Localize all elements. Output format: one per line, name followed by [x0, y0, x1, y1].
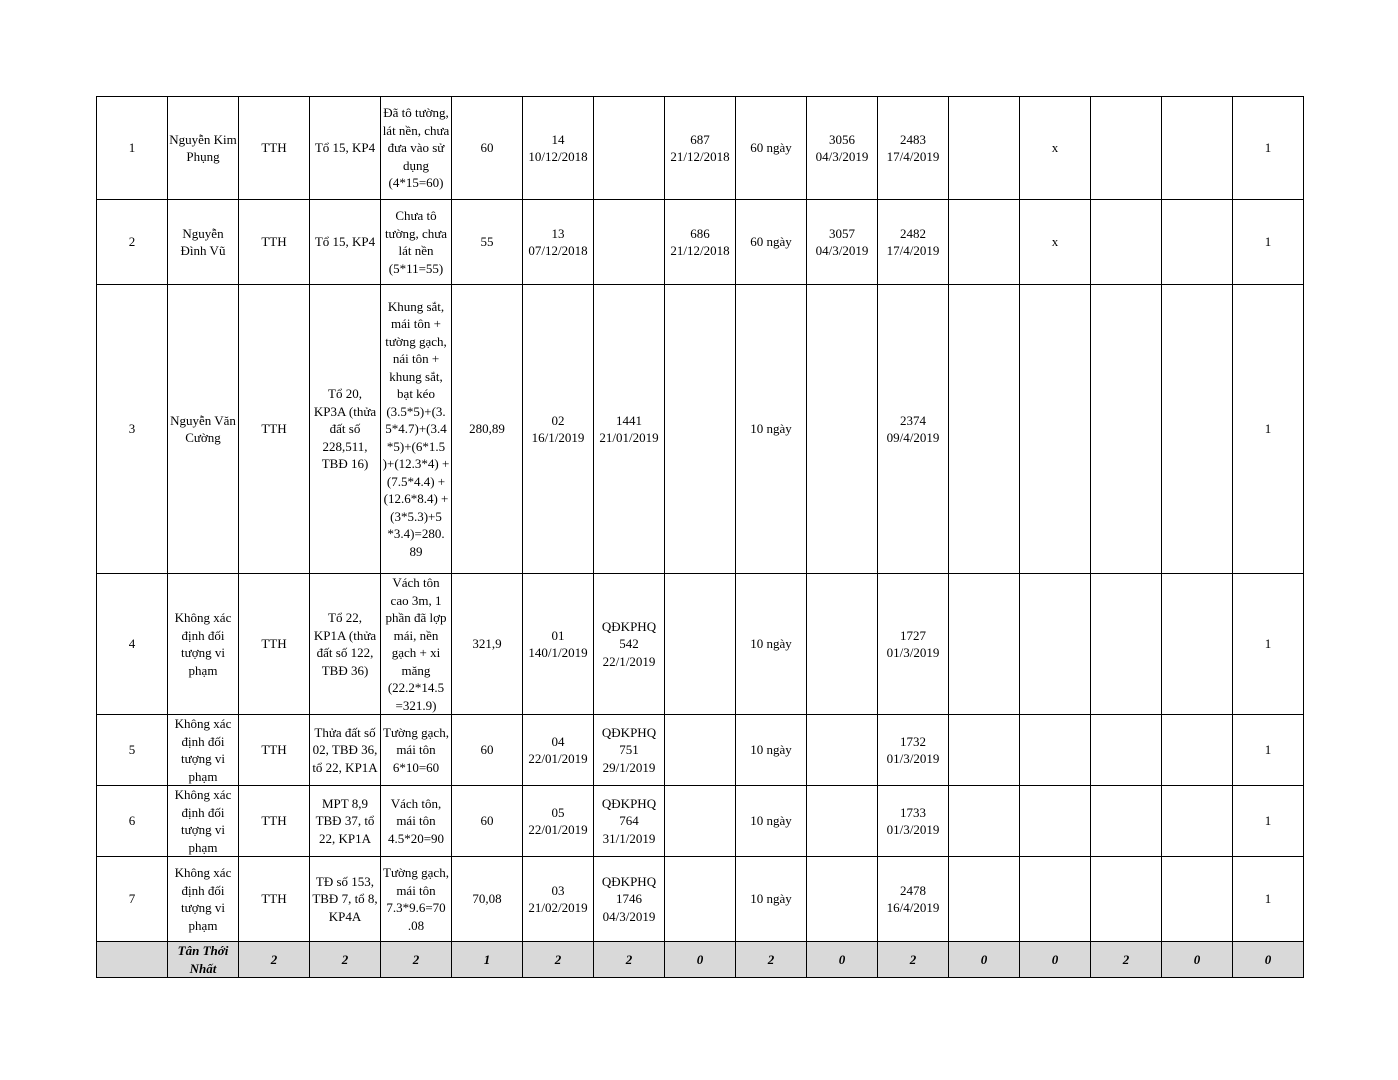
table-cell: 321,9	[452, 574, 523, 715]
table-cell: Vách tôn cao 3m, 1 phần đã lợp mái, nền gạch + xi măng (22.2*14.5 =321.9)	[381, 574, 452, 715]
table-cell: QĐKPHQ 751 29/1/2019	[594, 715, 665, 786]
total-cell: 2	[878, 942, 949, 978]
table-cell: 4	[97, 574, 168, 715]
total-row	[97, 942, 1304, 978]
table-cell: Tổ 15, KP4	[310, 97, 381, 200]
table-cell: Chưa tô tường, chưa lát nền (5*11=55)	[381, 200, 452, 285]
table-cell: 1	[1233, 786, 1304, 857]
table-cell: 03 21/02/2019	[523, 857, 594, 942]
table-cell: Không xác định đối tượng vi phạm	[168, 786, 239, 857]
total-cell: 2	[523, 942, 594, 978]
table-cell	[949, 97, 1020, 200]
total-cell: 2	[736, 942, 807, 978]
table-cell: Nguyễn Văn Cường	[168, 285, 239, 574]
total-cell: 0	[665, 942, 736, 978]
table-body	[97, 97, 1304, 978]
table-cell	[1020, 857, 1091, 942]
table-cell: 10 ngày	[736, 857, 807, 942]
table-row	[97, 200, 1304, 285]
table-cell	[1162, 285, 1233, 574]
table-cell: x	[1020, 97, 1091, 200]
table-cell: 686 21/12/2018	[665, 200, 736, 285]
table-cell: 60	[452, 715, 523, 786]
table-cell: QĐKPHQ 764 31/1/2019	[594, 786, 665, 857]
table-cell: 3056 04/3/2019	[807, 97, 878, 200]
total-cell: 0	[1020, 942, 1091, 978]
table-cell: Tường gạch, mái tôn 6*10=60	[381, 715, 452, 786]
table-cell: 10 ngày	[736, 574, 807, 715]
table-cell	[1091, 786, 1162, 857]
table-cell: QĐKPHQ 542 22/1/2019	[594, 574, 665, 715]
table-cell	[665, 285, 736, 574]
table-cell	[1020, 786, 1091, 857]
table-cell	[949, 857, 1020, 942]
table-cell: x	[1020, 200, 1091, 285]
total-cell: 0	[949, 942, 1020, 978]
total-cell: 0	[1233, 942, 1304, 978]
table-cell	[1162, 786, 1233, 857]
table-cell	[807, 715, 878, 786]
table-cell	[807, 786, 878, 857]
table-cell: 60	[452, 786, 523, 857]
table-cell: Thửa đất số 02, TBĐ 36, tổ 22, KP1A	[310, 715, 381, 786]
table-cell	[1091, 715, 1162, 786]
total-cell: 2	[594, 942, 665, 978]
table-row	[97, 715, 1304, 786]
table-cell	[1091, 200, 1162, 285]
table-cell: 60 ngày	[736, 200, 807, 285]
table-cell: 04 22/01/2019	[523, 715, 594, 786]
table-cell	[949, 200, 1020, 285]
table-cell	[1162, 715, 1233, 786]
table-cell: Đã tô tường, lát nền, chưa đưa vào sử dụng (4*15=60)	[381, 97, 452, 200]
table-cell	[949, 285, 1020, 574]
table-cell: QĐKPHQ 1746 04/3/2019	[594, 857, 665, 942]
table-cell: Tổ 15, KP4	[310, 200, 381, 285]
table-cell	[949, 574, 1020, 715]
table-cell: TTH	[239, 574, 310, 715]
table-cell	[665, 857, 736, 942]
table-cell: TTH	[239, 786, 310, 857]
total-cell: 2	[1091, 942, 1162, 978]
table-cell	[594, 97, 665, 200]
table-cell: TTH	[239, 715, 310, 786]
table-cell: Tổ 22, KP1A (thửa đất số 122, TBĐ 36)	[310, 574, 381, 715]
table-cell	[1020, 285, 1091, 574]
table-cell: MPT 8,9 TBĐ 37, tổ 22, KP1A	[310, 786, 381, 857]
table-cell: 6	[97, 786, 168, 857]
table-cell	[665, 574, 736, 715]
table-row	[97, 786, 1304, 857]
table-row	[97, 574, 1304, 715]
total-cell: 1	[452, 942, 523, 978]
table-cell: TTH	[239, 200, 310, 285]
table-cell: 1	[1233, 97, 1304, 200]
table-cell: 7	[97, 857, 168, 942]
table-cell	[949, 786, 1020, 857]
table-cell	[665, 715, 736, 786]
table-cell: 3057 04/3/2019	[807, 200, 878, 285]
table-cell	[594, 200, 665, 285]
table-cell	[665, 786, 736, 857]
table-cell	[1020, 715, 1091, 786]
table-cell	[1091, 857, 1162, 942]
table-cell: Vách tôn, mái tôn 4.5*20=90	[381, 786, 452, 857]
table-cell: 70,08	[452, 857, 523, 942]
table-cell: 10 ngày	[736, 786, 807, 857]
table-cell: 5	[97, 715, 168, 786]
table-cell: 2482 17/4/2019	[878, 200, 949, 285]
total-cell: Tân Thới Nhất	[168, 942, 239, 978]
table-cell: 280,89	[452, 285, 523, 574]
table-cell: 1	[1233, 715, 1304, 786]
table-cell	[807, 285, 878, 574]
table-cell	[1020, 574, 1091, 715]
table-row	[97, 97, 1304, 200]
table-cell: 1732 01/3/2019	[878, 715, 949, 786]
table-cell: TĐ số 153, TBĐ 7, tổ 8, KP4A	[310, 857, 381, 942]
table-cell	[1091, 574, 1162, 715]
table-cell: 55	[452, 200, 523, 285]
total-cell: 0	[807, 942, 878, 978]
table-cell	[1091, 97, 1162, 200]
table-cell: 1	[1233, 857, 1304, 942]
table-cell: 13 07/12/2018	[523, 200, 594, 285]
table-cell	[807, 574, 878, 715]
table-cell	[1162, 857, 1233, 942]
table-cell: Không xác định đối tượng vi phạm	[168, 857, 239, 942]
table-cell: Khung sắt, mái tôn + tường gạch, nái tôn + khung sắt, bạt kéo (3.5*5)+(3. 5*4.7)+(3.4 *5)+(6*1.5 )+(12.3*4) +(7.5*4.4) +(12.6*8.4) +(3*5.3)+5 *3.4)=280. 89	[381, 285, 452, 574]
table-cell: Không xác định đối tượng vi phạm	[168, 715, 239, 786]
table-cell: 01 140/1/2019	[523, 574, 594, 715]
table-row	[97, 857, 1304, 942]
table-cell: 05 22/01/2019	[523, 786, 594, 857]
table-cell: TTH	[239, 285, 310, 574]
table-cell	[949, 715, 1020, 786]
total-cell: 2	[239, 942, 310, 978]
table-cell	[807, 857, 878, 942]
table-cell: Tổ 20, KP3A (thửa đất số 228,511, TBĐ 16)	[310, 285, 381, 574]
total-cell: 0	[1162, 942, 1233, 978]
table-cell	[1162, 97, 1233, 200]
table-cell: 1	[1233, 574, 1304, 715]
total-cell: 2	[310, 942, 381, 978]
table-cell: 14 10/12/2018	[523, 97, 594, 200]
table-cell: 2	[97, 200, 168, 285]
total-cell: 2	[381, 942, 452, 978]
table-cell: 2478 16/4/2019	[878, 857, 949, 942]
table-cell: 60	[452, 97, 523, 200]
table-cell: TTH	[239, 97, 310, 200]
table-cell: 10 ngày	[736, 715, 807, 786]
table-cell: Nguyễn Đình Vũ	[168, 200, 239, 285]
table-cell: Tường gạch, mái tôn 7.3*9.6=70 .08	[381, 857, 452, 942]
table-cell: 3	[97, 285, 168, 574]
table-cell: 1727 01/3/2019	[878, 574, 949, 715]
table-cell: 02 16/1/2019	[523, 285, 594, 574]
table-cell: Nguyễn Kim Phụng	[168, 97, 239, 200]
table-row	[97, 285, 1304, 574]
table-cell: 2374 09/4/2019	[878, 285, 949, 574]
table-cell: 60 ngày	[736, 97, 807, 200]
table-cell	[1091, 285, 1162, 574]
table-cell: 1441 21/01/2019	[594, 285, 665, 574]
table-cell: 1	[97, 97, 168, 200]
table-cell: 1733 01/3/2019	[878, 786, 949, 857]
table-cell: 1	[1233, 285, 1304, 574]
table-cell: TTH	[239, 857, 310, 942]
records-table	[96, 96, 1304, 978]
table-cell: 10 ngày	[736, 285, 807, 574]
table-cell	[1162, 200, 1233, 285]
total-cell	[97, 942, 168, 978]
table-cell: 2483 17/4/2019	[878, 97, 949, 200]
table-cell: Không xác định đối tượng vi phạm	[168, 574, 239, 715]
table-cell: 687 21/12/2018	[665, 97, 736, 200]
table-cell	[1162, 574, 1233, 715]
table-cell: 1	[1233, 200, 1304, 285]
